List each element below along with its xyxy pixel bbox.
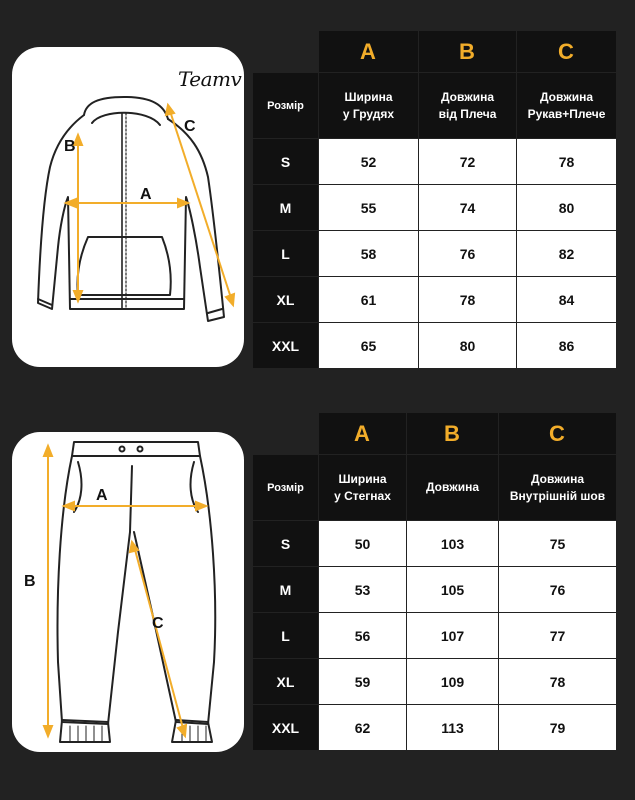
table-row <box>253 323 617 369</box>
header-line: у Грудях <box>342 106 395 121</box>
value-cell: 80 <box>419 323 517 369</box>
value-cell: 113 <box>407 705 499 751</box>
header-hip-width <box>319 455 407 521</box>
header-line: Рукав+Плече <box>527 106 606 121</box>
size-label: S <box>253 139 319 185</box>
header-line: Внутрішній шов <box>509 488 606 503</box>
value-cell: 79 <box>499 705 617 751</box>
value-cell: 77 <box>499 613 617 659</box>
value-cell: 74 <box>419 185 517 231</box>
pants-size-table <box>252 412 617 751</box>
value-cell: 76 <box>499 567 617 613</box>
value-cell: 59 <box>319 659 407 705</box>
header-line: Ширина <box>338 472 387 487</box>
value-cell: 55 <box>319 185 419 231</box>
value-cell: 53 <box>319 567 407 613</box>
value-cell: 103 <box>407 521 499 567</box>
table-row <box>253 277 617 323</box>
size-header: Розмір <box>253 73 319 139</box>
header-chest-width <box>319 73 419 139</box>
value-cell: 72 <box>419 139 517 185</box>
value-cell: 56 <box>319 613 407 659</box>
table-row <box>253 139 617 185</box>
value-cell: 84 <box>517 277 617 323</box>
value-cell: 75 <box>499 521 617 567</box>
col-a: A <box>319 413 407 455</box>
hoodie-diagram-card <box>12 47 244 367</box>
col-b: B <box>407 413 499 455</box>
table-row <box>253 521 617 567</box>
value-cell: 61 <box>319 277 419 323</box>
size-label: S <box>253 521 319 567</box>
header-line: у Стегнах <box>334 488 391 503</box>
value-cell: 52 <box>319 139 419 185</box>
header-line: Довжина <box>425 480 480 495</box>
value-cell: 80 <box>517 185 617 231</box>
hoodie-outline-icon <box>12 47 244 367</box>
header-line: Довжина <box>539 90 594 105</box>
brand-logo: Teamv <box>178 67 242 91</box>
hoodie-label-b: B <box>64 138 76 155</box>
header-length-from-shoulder <box>419 73 517 139</box>
value-cell: 62 <box>319 705 407 751</box>
table-row <box>253 705 617 751</box>
size-label: M <box>253 185 319 231</box>
col-a: A <box>319 31 419 73</box>
value-cell: 78 <box>517 139 617 185</box>
header-line: Довжина <box>530 472 585 487</box>
pants-label-b: B <box>24 573 36 590</box>
table-corner <box>253 413 319 455</box>
value-cell: 58 <box>319 231 419 277</box>
header-line: від Плеча <box>438 106 497 121</box>
pants-label-c: C <box>152 615 164 632</box>
header-inseam-length <box>499 455 617 521</box>
header-sleeve-length <box>517 73 617 139</box>
size-label: L <box>253 613 319 659</box>
value-cell: 82 <box>517 231 617 277</box>
hoodie-label-a: A <box>140 186 152 203</box>
size-label: XXL <box>253 323 319 369</box>
size-label: XL <box>253 659 319 705</box>
value-cell: 109 <box>407 659 499 705</box>
table-row <box>253 231 617 277</box>
size-label: L <box>253 231 319 277</box>
value-cell: 78 <box>499 659 617 705</box>
pants-diagram-card <box>12 432 244 752</box>
hoodie-label-c: C <box>184 118 196 135</box>
size-label: XXL <box>253 705 319 751</box>
value-cell: 78 <box>419 277 517 323</box>
value-cell: 107 <box>407 613 499 659</box>
header-line: Ширина <box>344 90 393 105</box>
col-b: B <box>419 31 517 73</box>
size-label: M <box>253 567 319 613</box>
value-cell: 86 <box>517 323 617 369</box>
col-c: C <box>517 31 617 73</box>
table-row <box>253 659 617 705</box>
header-length <box>407 455 499 521</box>
table-row <box>253 613 617 659</box>
table-row <box>253 567 617 613</box>
hoodie-size-table <box>252 30 617 369</box>
value-cell: 105 <box>407 567 499 613</box>
table-corner <box>253 31 319 73</box>
table-row <box>253 185 617 231</box>
size-header: Розмір <box>253 455 319 521</box>
col-c: C <box>499 413 617 455</box>
value-cell: 76 <box>419 231 517 277</box>
size-label: XL <box>253 277 319 323</box>
value-cell: 65 <box>319 323 419 369</box>
value-cell: 50 <box>319 521 407 567</box>
pants-outline-icon <box>12 432 244 752</box>
header-line: Довжина <box>440 90 495 105</box>
pants-label-a: A <box>96 487 108 504</box>
